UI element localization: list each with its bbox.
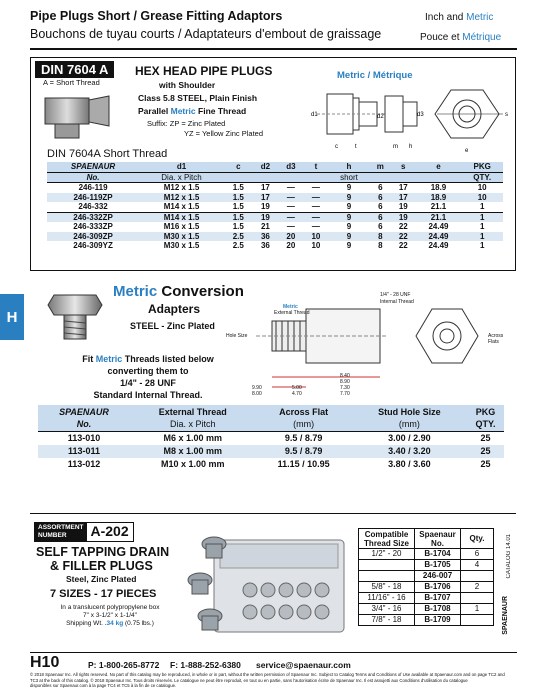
table-cell: 246-119 [78,183,108,192]
table-cell: B-1709 [415,615,461,626]
catalog-label: CATALOG 14.01 [506,534,512,579]
table-row [47,222,503,232]
din-tag: DIN 7604 A [35,61,114,78]
dim-label-h: h [409,144,413,150]
hex-plug-drawing [307,86,513,158]
footer-fax: F: 1-888-252-6380 [170,660,241,670]
table-cell: M30 x 1.5 [163,241,200,250]
table-cell: 10 [311,231,321,241]
table-cell: — [311,202,320,211]
table-cell: B-1708 [415,604,461,615]
table-cell: 21.1 [416,212,462,222]
diagram-int-thread: Internal Thread [380,299,414,305]
table-row [47,183,503,193]
table-cell: 6 [370,212,391,222]
table-cell: 246-332 [78,202,108,211]
table-cell: 6 [378,192,383,202]
asm-th-0: Compatible Thread Size [359,529,415,549]
units-en: Inch and Metric [425,12,494,23]
assortment-section [30,513,516,643]
diagram-dim2: 7.30 7.70 [340,385,350,397]
dim-label-c: c [335,144,338,150]
header-rule [30,48,517,50]
din-sub-3 [253,172,278,183]
table-cell: 1.5 [232,222,244,231]
page-title-en: Pipe Plugs Short / Grease Fitting Adaptors [30,9,283,23]
conversion-title: Metric Conversion [113,283,244,300]
table-cell: 9.5 / 8.79 [284,445,323,456]
table-cell: M10 x 1.00 mm [161,458,225,469]
table-cell: 9 [346,202,352,211]
table-cell: 1 [479,231,485,241]
table-row [359,549,494,560]
table-cell: 24.49 [428,222,449,231]
table-cell: 17 [260,183,270,192]
table-cell: 11.15 / 10.95 [277,458,330,469]
conv-th-1: External Thread [130,405,256,418]
table-cell: 3.00 / 2.90 [388,432,431,443]
din-suffix1: Suffix: ZP = Zinc Plated [147,119,226,128]
table-cell: 9 [328,212,370,222]
conv-th-0: SPAENAUR [38,405,130,418]
conv-sub-2: (mm) [256,418,352,431]
table-cell: 17 [398,192,408,202]
din-sub-2 [224,172,253,183]
table-cell: 8 [378,231,383,241]
table-cell: 18.9 [430,192,447,202]
diagram-unf-label: 1/4" - 28 UNF [380,292,411,298]
assortment-title: SELF TAPPING DRAIN & FILLER PLUGS [36,545,170,573]
din-sub-10: QTY. [461,172,503,183]
diagram-dim1: 8.40 8.90 [340,373,350,385]
footer-phone: P: 1-800-265-8772 [88,660,160,670]
table-cell: — [311,192,320,202]
din-th-0: SPAENAUR [47,162,139,172]
dim-label-d1: d1 [311,112,318,118]
table-cell: 9 [346,241,352,250]
table-cell: B-1704 [415,549,461,560]
table-cell: M14 x 1.5 [163,202,200,211]
table-cell: 3.40 / 3.20 [388,445,431,456]
table-cell: 24.49 [428,231,449,241]
table-row [38,458,504,471]
table-cell: M12 x 1.5 [163,183,200,192]
table-cell: B-1706 [415,582,461,593]
table-cell: 1 [479,241,485,250]
table-cell: 9.5 / 8.79 [284,432,323,443]
table-cell: 19 [253,212,278,222]
table-cell: M30 x 1.5 [163,231,200,241]
table-cell: 1.5 [232,192,244,202]
asm-th-2: Qty. [461,529,494,549]
conversion-section [30,275,516,400]
table-row [47,202,503,212]
conv-th-2: Across Flat [256,405,352,418]
conv-sub-3: (mm) [352,418,467,431]
table-cell: 19 [391,212,416,222]
table-cell: 10 [477,183,487,192]
dim-label-s: s [505,112,508,118]
table-cell [359,571,415,582]
table-cell: 22 [398,241,408,250]
table-cell: 6 [378,222,383,231]
table-row [359,615,494,626]
assortment-material: Steel, Zinc Plated [66,574,137,584]
table-cell [461,593,494,604]
hex-plug-photo [35,90,131,142]
table-cell: 19 [398,202,408,211]
table-cell: M12 x 1.5 [163,192,200,202]
din-th-5: t [304,162,329,172]
table-cell: 25 [480,445,491,456]
din-sub-9 [416,172,462,183]
din-sub-5 [304,172,329,183]
footer-email[interactable]: service@spaenaur.com [256,660,351,670]
table-cell: 19 [260,202,270,211]
table-row [359,593,494,604]
din-sub-8 [391,172,416,183]
table-cell: — [304,212,329,222]
diagram-across-flats: Across Flats [488,333,504,345]
table-cell: — [311,222,320,231]
table-cell: 9 [346,222,352,231]
page-number: H10 [30,654,60,671]
dim-label-m: m [393,144,398,150]
conversion-material: STEEL - Zinc Plated [130,321,215,331]
table-cell: B-1705 [415,560,461,571]
table-cell: 246-119ZP [73,192,113,202]
units-fr: Pouce et Métrique [420,32,502,43]
table-cell: M14 x 1.5 [139,212,224,222]
table-row [47,241,503,251]
table-cell: 2 [461,582,494,593]
table-cell: 6 [378,183,383,192]
table-cell: 25 [480,432,491,443]
table-cell: 1 [461,212,503,222]
table-cell: 246-007 [415,571,461,582]
din-sub-4 [278,172,303,183]
table-cell: 246-333ZP [73,222,113,231]
table-cell: 24.49 [428,241,449,250]
din-th-10: PKG [461,162,503,172]
table-cell: 10 [477,192,487,202]
din-heading: HEX HEAD PIPE PLUGS [135,64,273,78]
table-row [359,571,494,582]
din-th-3: d2 [253,162,278,172]
table-cell: 246-332ZP [47,212,139,222]
table-cell: 22 [398,222,408,231]
assortment-packaging: In a translucent polypropylene box 7" x 3-1/2" x 1-1/4" Shipping Wt. .34 kg (0.75 lbs.) [60,604,160,627]
section-tab: H [0,294,24,340]
asm-th-1: Spaenaur No. [415,529,461,549]
page-title-fr: Bouchons de tuyau courts / Adaptateurs d'embout de graissage [30,27,382,41]
dim-label-e: e [465,148,469,154]
assortment-sizes: 7 SIZES - 17 PIECES [50,588,157,600]
table-cell: B-1707 [415,593,461,604]
diagram-ext-thread: External Thread [274,310,310,316]
brand-label: SPAENAUR [502,596,509,635]
table-cell: 2.5 [232,231,244,241]
table-cell [461,571,494,582]
din-th-2: c [224,162,253,172]
table-cell: 246-309YZ [73,241,113,250]
table-cell: 4 [461,560,494,571]
table-cell: 9 [346,192,352,202]
conversion-subtitle: Adapters [148,302,201,316]
table-cell: 3/4" - 16 [359,604,415,615]
conv-th-3: Stud Hole Size [352,405,467,418]
assortment-box-photo [180,518,364,640]
table-cell: — [278,212,303,222]
table-cell: 1 [461,604,494,615]
table-row [359,560,494,571]
din-table-caption: DIN 7604A Short Thread [47,148,168,160]
dim-label-d3: d3 [417,112,424,118]
din-line1: with Shoulder [159,80,216,90]
conv-sub-1: Dia. x Pitch [130,418,256,431]
table-cell: — [286,222,295,231]
assortment-tag: ASSORTMENT NUMBER A-202 [34,522,134,542]
footer-legal: © 2018 Spaenaur Inc. All rights reserved. No part of this catalog may be reproduced, in whole or in part, without the written permission of Spaenaur Inc. Subject to Catalog Terms and Conditions of Use available at Spaenaur.com and on page TC2 and TC3 at the back of this catalog. © 2018 Spaenaur Inc. Tous droits réservés. Le catalogue ne peut être reproduit, en tout ou en partie, sans l'autorisation écrite de Spaenaur Inc. Il est assujetti aux Conditions d'utilisation du catalogue disponibles sur Spaenaur.com à la page TC4 et TC5 à la fin de ce catalogue. [30,672,505,689]
table-cell: M16 x 1.5 [163,222,200,231]
table-cell: 246-309ZP [73,231,113,241]
assortment-table [358,528,494,626]
table-cell: 21.1 [430,202,447,211]
table-cell [461,615,494,626]
din-line3: Parallel Metric Fine Thread [138,106,247,116]
din-table [47,162,503,251]
table-cell: 6 [461,549,494,560]
table-cell: 1.5 [232,183,244,192]
din-line2: Class 5.8 STEEL, Plain Finish [138,93,258,103]
table-cell: 9 [346,231,352,241]
table-cell: 1/2" - 20 [359,549,415,560]
table-row [359,604,494,615]
din-th-8: s [391,162,416,172]
table-cell: 1 [479,222,485,231]
table-cell: M8 x 1.00 mm [163,445,223,456]
din-th-4: d3 [278,162,303,172]
table-cell: M6 x 1.00 mm [163,432,223,443]
table-cell: — [311,183,320,192]
table-row [47,193,503,203]
table-cell: 7/8" - 18 [359,615,415,626]
conv-sub-0: No. [38,418,130,431]
diagram-metric-label: Metric [283,304,298,310]
table-cell: 1.5 [224,212,253,222]
din-subtag: A = Short Thread [43,78,100,87]
table-cell: 9 [346,183,352,192]
table-cell: 8 [378,241,383,250]
table-cell: 20 [286,231,296,241]
table-row [359,582,494,593]
dim-label-t: t [355,144,357,150]
table-cell: 22 [398,231,408,241]
table-cell: 17 [260,192,270,202]
table-cell: 113-010 [67,432,101,443]
table-row [38,431,504,445]
diagram-dim4: 9.90 8.00 [252,385,262,397]
din-suffix2: YZ = Yellow Zinc Plated [184,129,264,138]
diagram-dim3: 5.00 4.70 [292,385,302,397]
din-sub-7 [370,172,391,183]
table-cell: 3.80 / 3.60 [388,458,431,469]
table-cell: 10 [311,241,321,250]
table-cell: 25 [480,458,491,469]
table-cell: 2.5 [232,241,244,250]
table-cell: 21 [260,222,270,231]
footer-rule [30,652,517,653]
conversion-description: Fit Metric Threads listed below converting them to 1/4" - 28 UNF Standard Internal Thread. [82,354,214,400]
din-sub-0: No. [47,172,139,183]
table-cell: 20 [286,241,296,250]
conv-th-4: PKG [467,405,504,418]
din-th-6: h [328,162,370,172]
din-sub-6: short [328,172,370,183]
table-cell: 11/16" - 16 [359,593,415,604]
table-cell [359,560,415,571]
conversion-table [38,405,504,471]
diagram-hole-label: Hole Size [226,333,248,339]
conv-sub-4: QTY. [467,418,504,431]
assortment-code: A-202 [90,523,129,539]
table-cell: — [286,202,295,211]
din-th-1: d1 [139,162,224,172]
din-th-9: e [416,162,462,172]
table-row [47,212,503,222]
table-row [47,232,503,242]
table-cell: 113-012 [67,458,101,469]
table-cell: 6 [378,202,383,211]
adapter-photo [44,281,106,343]
metric-label: Metric / Métrique [337,70,413,81]
table-cell: 17 [398,183,408,192]
table-cell: 5/8" - 18 [359,582,415,593]
table-row [38,445,504,458]
table-cell: 1 [479,202,485,211]
din-th-7: m [370,162,391,172]
dim-label-d2: d2 [377,114,384,120]
adapter-drawing [226,279,516,403]
table-cell: 36 [260,241,270,250]
table-cell: 1.5 [232,202,244,211]
table-cell: — [286,183,295,192]
din-7604a-section [30,57,516,271]
table-cell: 113-011 [67,445,101,456]
din-sub-1: Dia. x Pitch [139,172,224,183]
table-cell: 36 [260,231,270,241]
table-cell: 18.9 [430,183,447,192]
table-cell: — [286,192,295,202]
